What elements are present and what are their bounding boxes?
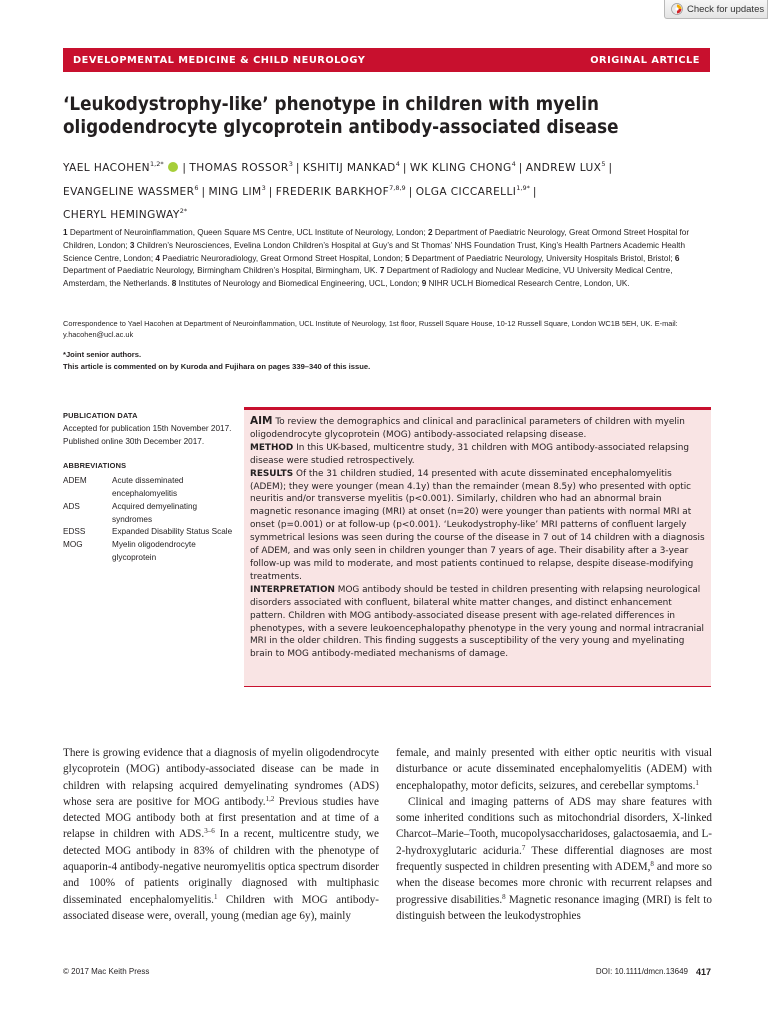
check-for-updates-button[interactable]	[664, 0, 768, 19]
author: OLGA $CICCARELLI^{1,9*}$	[415, 183, 530, 198]
author: FREDERIK BARKHOF$^{7,8,9}$	[275, 183, 406, 198]
affiliations: 1 Department of Neuroinflammation, Queen Square MS Centre, UCL Institute of Neurology, London; 2 Department of Paediatric Neurology, Great Ormond Street Hospital for Children, London; 3 Children’s Neurosciences, Evelina London Children’s Hospital at Guy’s and St Thomas’ NHS Foundation Trust, King’s Health Partners Academic Health Science Centre, London; 4 Paediatric Neuroradiology, Great Ormond Street Hospital, London; 5 Department of Paediatric Neurology, University Hospitals Bristol, Bristol; 6 Department of Paediatric Neurology, Birmingham Children’s Hospital, Birmingham, UK. 7 Department of Radiology and Nuclear Medicine, VU University Medical Centre, Amsterdam, the Netherlands. 8 Institutes of Neurology and Biomedical Engineering, UCL, London; 9 NIHR UCLH Biomedical Research Centre, London, UK.	[63, 228, 690, 289]
abbreviation-row: ADS Acquired demyelinating syndromes	[63, 501, 198, 524]
article-type: ORIGINAL ARTICLE	[590, 54, 700, 66]
check-updates-icon	[671, 3, 683, 15]
publication-data-heading: PUBLICATION DATA	[63, 411, 138, 420]
check-updates-label: Check for updates	[687, 3, 765, 15]
author: EVANGELINE WASSMER$^6$	[63, 183, 199, 198]
journal-name: DEVELOPMENTAL MEDICINE & CHILD NEUROLOGY	[73, 54, 366, 66]
body-text-left-column: There is growing evidence that a diagnosis of myelin oligodendrocyte glycoprotein (MOG) antibody-associated disease can be made in children with relapsing acquired demyelinating syndromes (ADS) whose sera are positive for MOG antibody.$^{1,2}$ Previous studies have detected MOG antibody both at first presentation and at time of a relapse in children with ADS.$^{3-6}$ In a recent, multicentre study, we detected MOG antibody in 83% of children with the phenotype of aquaporin-4 antibody-negative neuromyelitis optica spectrum disorder and 100% of patients originally diagnosed with multiphasic disseminated encephalomyelitis.$^1$ Children with MOG antibody-associated disease were, overall, young (median age 6y), mainly	[63, 747, 379, 922]
abstract-box	[244, 407, 711, 687]
abstract-aim: AIM To review the demographics and clinical and paraclinical parameters of children with myelin oligodendrocyte glycoprotein (MOG) antibody-associated relapsing disease.	[250, 415, 685, 440]
published-date: Published online 30th December 2017.	[63, 436, 205, 446]
orcid-icon[interactable]	[168, 162, 178, 172]
abbreviation-row: ADEM Acute disseminated encephalomyelitis	[63, 476, 184, 498]
joint-authors-note: *Joint senior authors.	[63, 350, 142, 359]
page-number: 417	[695, 967, 711, 977]
notes	[63, 349, 711, 373]
author: KSHITIJ MANKAD$^4$	[302, 160, 400, 174]
abstract-results: RESULTS Of the 31 children studied, 14 presented with acute disseminated encephalomyelitis (ADEM); they were younger (mean 4.1y) than the remainder (mean 8.5y) who presented with optic neuritis and/or transverse myelitis (p<0.001). Similarly, children who had an abnormal brain magnetic resonance imaging (MRI) at onset (n=20) were younger than patients with normal MRI at onset (p=0.001) or at follow-up (p<0.001). ‘Leukodystrophy-like’ MRI patterns of confluent largely symmetrical lesions was seen during the course of the disease in 7 out of 14 children with a diagnosis of ADEM, and was only seen in children younger than 7 years of age. Their disability after a 3-year follow-up was mild to moderate, and most patients continued to relapse, despite disease-modifying treatments.	[250, 468, 705, 582]
accepted-date: Accepted for publication 15th November 2017.	[63, 423, 232, 433]
author: YAEL $HACOHEN^{1,2*}$	[63, 162, 179, 174]
author: WK KLING CHONG$^4$	[409, 160, 516, 174]
author-list: YAEL $HACOHEN^{1,2*}$ | THOMAS ROSSOR$^3$ | KSHITIJ MANKAD$^4$ | WK KLING CHONG$^4$ | ANDREW LUX$^5$ | EVANGELINE WASSMER$^6$ | MING LIM$^3$ | FREDERIK BARKHOF$^{7,8,9}$ | OLGA $CICCARELLI^{1,9*}$ | CHERYL $HEMINGWAY^{2*}$	[63, 160, 613, 221]
author: THOMAS ROSSOR$^3$	[189, 160, 293, 174]
abbreviation-row: EDSS Expanded Disability Status Scale	[63, 527, 233, 537]
abstract-method: METHOD In this UK-based, multicentre study, 31 children with MOG antibody-associated relapsing disease were studied retrospectively.	[250, 442, 689, 466]
abbreviations-table	[63, 475, 240, 565]
abbreviation-row: MOG Myelin oligodendrocyte glycoprotein	[63, 540, 196, 562]
correspondence: Correspondence to Yael Hacohen at Department of Neuroinflammation, UCL Institute of Neurology, 1st floor, Russell Square House, 10-12 Russell Square, London WC1B 5EH, UK. E-mail: y.hacohen@ucl.ac.uk	[63, 319, 678, 340]
author: MING LIM$^3$	[208, 183, 266, 198]
abbreviations-heading: ABBREVIATIONS	[63, 461, 127, 471]
article-title: ‘Leukodystrophy-like’ phenotype in children with myelin oligodendrocyte glycoprotein antibody-associated disease	[63, 94, 619, 138]
commented-note: This article is commented on by Kuroda and Fujihara on pages 339–340 of this issue.	[63, 362, 371, 371]
body-text-right-column: female, and mainly presented with either optic neuritis with visual disturbance or acute disseminated encephalomyelitis (ADEM) with encephalopathy, motor deficits, seizures, and cerebellar symptoms.$^1$ Clinical and imaging patterns of ADS may share features with some inherited conditions such as mitochondrial disorders, X-linked Charcot–Marie–Tooth, mucopolysaccharidoses, galactosaemia, and L-2-hydroxyglutaric aciduria.$^7$ These differential diagnoses are most frequently suspected in children presenting with ADEM,$^8$ and more so when the disease becomes more chronic with recurrent relapses and progressive disabilities.$^8$ Magnetic resonance imaging (MRI) is felt to distinguish between the leukodystrophies	[396, 747, 712, 922]
doi: DOI: 10.1111/dmcn.13649	[595, 967, 688, 976]
publication-sidebar	[63, 410, 240, 565]
abstract-interpretation: INTERPRETATION MOG antibody should be tested in children presenting with relapsing neurological disorders associated with confluent, bilateral white matter changes, and distinct enhancement pattern. Children with MOG antibody-associated disease present with age-related differences in phenotypes, with a severe leukoencephalopathy phenotype in the very young and normal intracranial MRI in the older children. This finding suggests a susceptibility of the very young and myelinating brain to MOG antibody-mediated mechanisms of damage.	[250, 584, 704, 660]
copyright: © 2017 Mac Keith Press	[63, 967, 150, 976]
author: CHERYL $HEMINGWAY^{2*}$	[63, 207, 188, 221]
author: ANDREW LUX$^5$	[525, 160, 606, 174]
page-footer	[63, 967, 711, 977]
journal-header-bar	[63, 48, 710, 72]
